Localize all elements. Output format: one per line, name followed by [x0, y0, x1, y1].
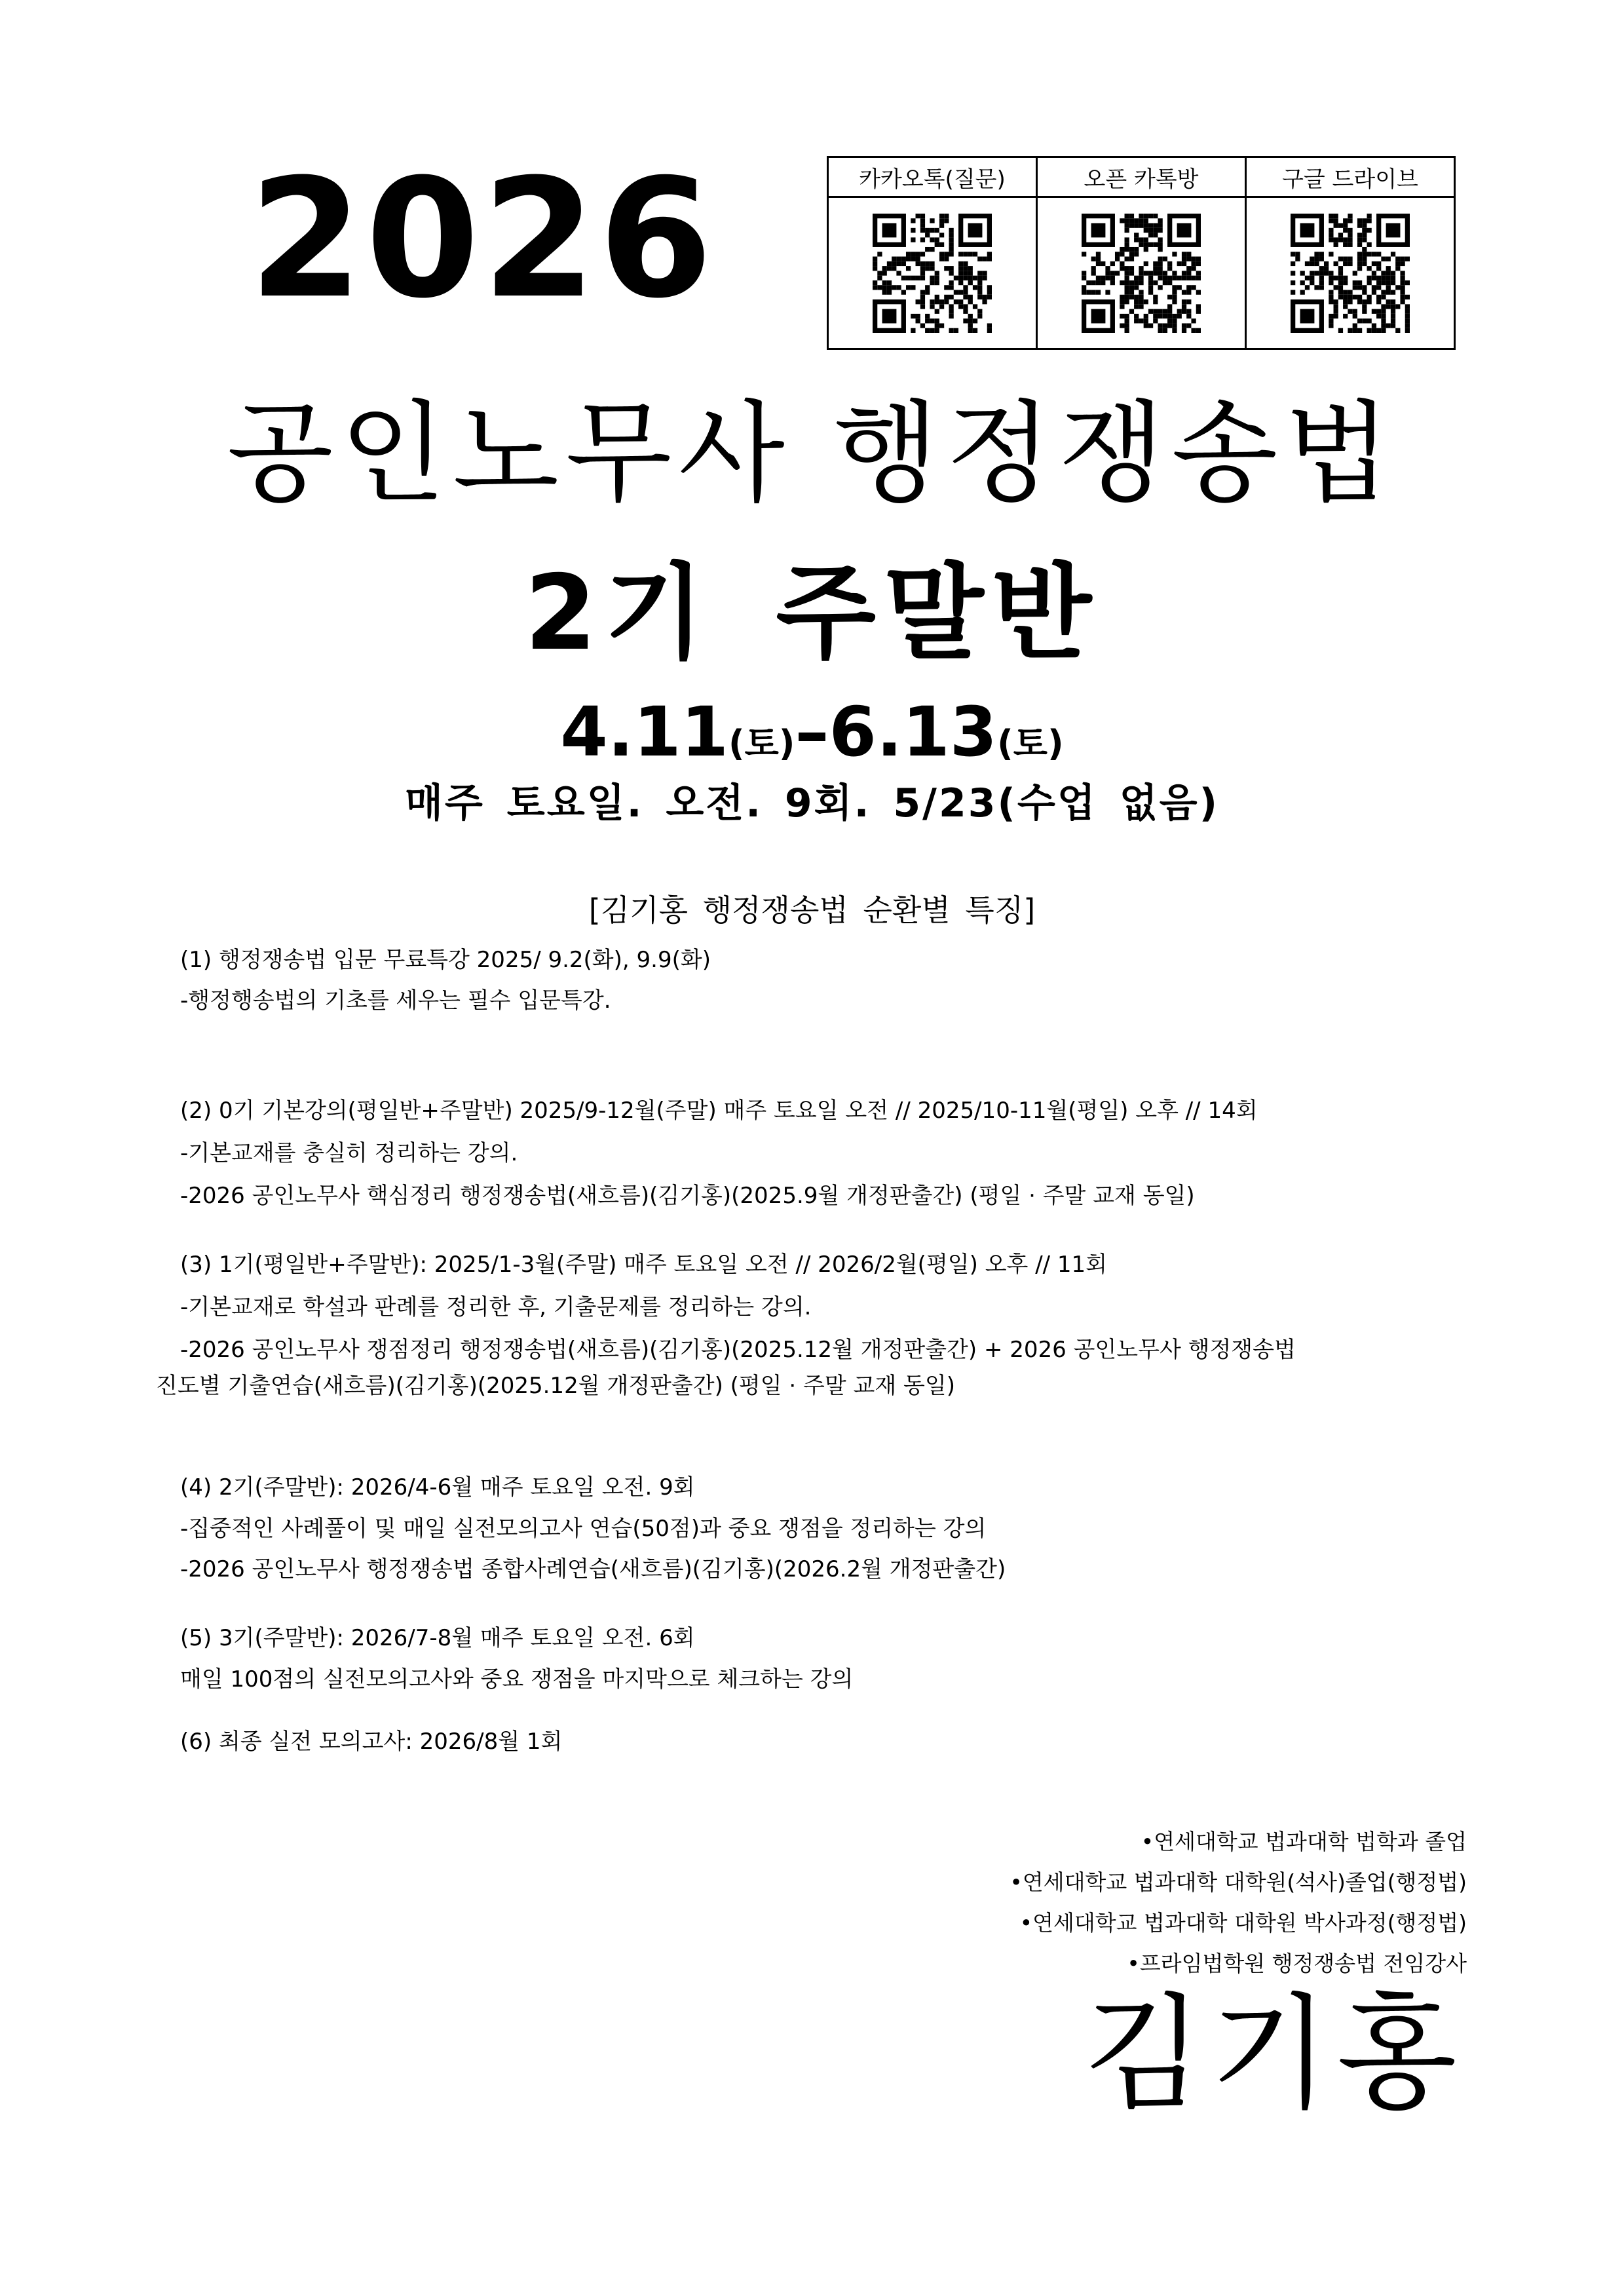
instructor-credentials: [1010, 1822, 1467, 1984]
list-item: (4) 2기(주말반): 2026/4-6월 매주 토요일 오전. 9회: [180, 1474, 695, 1501]
year-heading: 2026: [249, 144, 715, 334]
qr-cell-google-drive: [1247, 158, 1454, 348]
list-item: (2) 0기 기본강의(평일반+주말반) 2025/9-12월(주말) 매주 토요일 오전 // 2025/10-11월(평일) 오후 // 14회: [180, 1098, 1258, 1124]
qr-label-open-chat: 오픈 카톡방: [1038, 158, 1245, 198]
credential-item: •연세대학교 법과대학 법학과 졸업: [1141, 1829, 1467, 1854]
date-dash: –: [795, 692, 829, 772]
list-item: -집중적인 사례풀이 및 매일 실전모의고사 연습(50점)과 중요 쟁점을 정리하는 강의: [180, 1516, 987, 1542]
course-dates: [0, 692, 1624, 772]
course-title: 공인노무사 행정쟁송법: [227, 389, 1397, 518]
end-day: (토): [997, 723, 1064, 764]
credential-item: •연세대학교 법과대학 대학원(석사)졸업(행정법): [1010, 1869, 1467, 1895]
qr-code-icon[interactable]: [873, 214, 992, 333]
qr-code-table: [827, 156, 1456, 350]
section-title: [김기홍 행정쟁송법 순환별 특징]: [588, 892, 1036, 928]
qr-label-kakaotalk: 카카오톡(질문): [829, 158, 1036, 198]
list-item: -2026 공인노무사 행정쟁송법 종합사례연습(새흐름)(김기홍)(2026.2월 개정판출간): [180, 1556, 1006, 1582]
list-item: (3) 1기(평일반+주말반): 2025/1-3월(주말) 매주 토요일 오전 // 2026/2월(평일) 오후 // 11회: [180, 1252, 1108, 1278]
list-item: (1) 행정쟁송법 입문 무료특강 2025/ 9.2(화), 9.9(화): [180, 947, 711, 973]
list-item: (6) 최종 실전 모의고사: 2026/8월 1회: [180, 1729, 563, 1755]
list-item: 진도별 기출연습(새흐름)(김기홍)(2025.12월 개정판출간) (평일 · 주말 교재 동일): [156, 1373, 955, 1399]
credential-item: •프라임법학원 행정쟁송법 전임강사: [1127, 1951, 1467, 1976]
list-item: -기본교재를 충실히 정리하는 강의.: [180, 1140, 518, 1166]
qr-cell-open-chat: [1038, 158, 1247, 348]
list-item: -2026 공인노무사 쟁점정리 행정쟁송법(새흐름)(김기홍)(2025.12월 개정판출간) + 2026 공인노무사 행정쟁송법: [180, 1337, 1296, 1363]
start-date: 4.11: [560, 692, 728, 772]
end-date: 6.13: [829, 692, 998, 772]
list-item: -2026 공인노무사 핵심정리 행정쟁송법(새흐름)(김기홍)(2025.9월 개정판출간) (평일 · 주말 교재 동일): [180, 1183, 1195, 1209]
list-item: -행정행송법의 기초를 세우는 필수 입문특강.: [180, 987, 611, 1014]
author-name: 김기홍: [1083, 1981, 1463, 2126]
qr-label-google-drive: 구글 드라이브: [1247, 158, 1454, 198]
credential-item: •연세대학교 법과대학 대학원 박사과정(행정법): [1019, 1910, 1467, 1936]
qr-code-icon[interactable]: [1291, 214, 1410, 333]
list-item: (5) 3기(주말반): 2026/7-8월 매주 토요일 오전. 6회: [180, 1625, 695, 1651]
schedule-text: 매주 토요일. 오전. 9회. 5/23(수업 없음): [404, 780, 1220, 826]
start-day: (토): [728, 723, 795, 764]
qr-cell-kakaotalk: [829, 158, 1038, 348]
list-item: -기본교재로 학설과 판례를 정리한 후, 기출문제를 정리하는 강의.: [180, 1294, 812, 1320]
list-item: 매일 100점의 실전모의고사와 중요 쟁점을 마지막으로 체크하는 강의: [180, 1666, 854, 1693]
qr-code-icon[interactable]: [1082, 214, 1201, 333]
course-subtitle: 2기 주말반: [524, 553, 1100, 674]
